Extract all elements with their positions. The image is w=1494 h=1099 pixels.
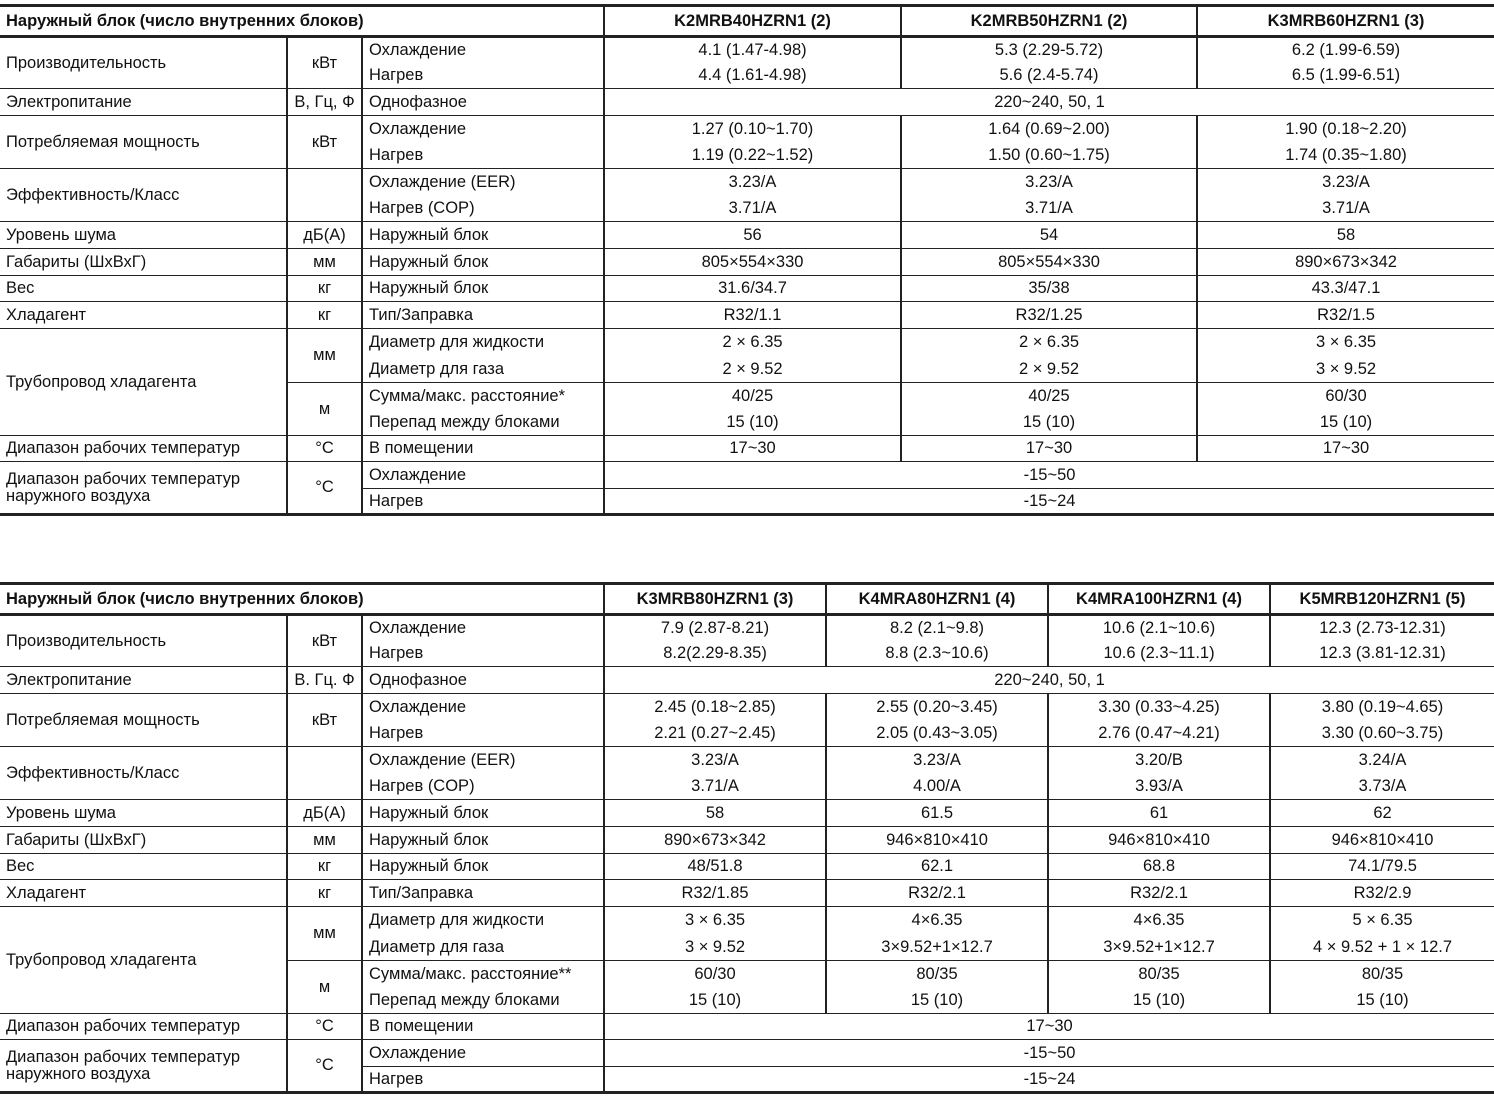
mode-label: Наружный блок [362, 800, 604, 827]
unit-label: кВт [287, 694, 362, 747]
value-cell: -15~50 [604, 462, 1494, 489]
unit-label: °С [287, 1014, 362, 1040]
param-label: Хладагент [0, 302, 287, 329]
mode-label: Наружный блок [362, 222, 604, 249]
value-cell: 48/51.8 [604, 854, 826, 880]
value-cell: -15~50 [604, 1040, 1494, 1067]
spec-table-2 [0, 582, 1494, 1094]
mode-label: Охлаждение (EER) [362, 747, 604, 774]
value-cell: 2 × 9.52 [901, 356, 1197, 383]
table-row [0, 37, 1494, 63]
value-cell: 3×9.52+1×12.7 [826, 934, 1048, 961]
mode-label: В помещении [362, 1014, 604, 1040]
mode-label: Охлаждение [362, 1040, 604, 1067]
param-label: Потребляемая мощность [0, 694, 287, 747]
header-row [0, 6, 1494, 37]
param-label: Диапазон рабочих температур наружного воздуха [0, 1040, 287, 1093]
table-row [0, 276, 1494, 302]
value-cell: 6.5 (1.99-6.51) [1197, 63, 1494, 89]
param-label: Производительность [0, 37, 287, 89]
value-cell: 58 [604, 800, 826, 827]
param-label: Трубопровод хладагента [0, 907, 287, 1014]
table-row [0, 249, 1494, 276]
table-row [0, 880, 1494, 907]
value-cell: 15 (10) [1197, 409, 1494, 436]
table-row [0, 1040, 1494, 1067]
value-cell: 17~30 [901, 436, 1197, 462]
value-cell: 3 × 6.35 [1197, 329, 1494, 356]
param-label: Потребляемая мощность [0, 116, 287, 169]
value-cell: 4×6.35 [826, 907, 1048, 934]
value-cell: 8.2 (2.1~9.8) [826, 615, 1048, 641]
value-cell: 3.23/A [1197, 169, 1494, 196]
model-name: K4MRA100HZRN1 (4) [1048, 584, 1270, 615]
value-cell: 3.71/A [1197, 196, 1494, 222]
mode-label: Наружный блок [362, 249, 604, 276]
value-cell: 8.8 (2.3~10.6) [826, 641, 1048, 667]
value-cell: 15 (10) [604, 987, 826, 1014]
param-label: Трубопровод хладагента [0, 329, 287, 436]
mode-label: Охлаждение (EER) [362, 169, 604, 196]
value-cell: 805×554×330 [901, 249, 1197, 276]
value-cell: 35/38 [901, 276, 1197, 302]
table-row [0, 169, 1494, 196]
table-row [0, 747, 1494, 774]
value-cell: 61.5 [826, 800, 1048, 827]
param-label: Уровень шума [0, 800, 287, 827]
value-cell: 31.6/34.7 [604, 276, 901, 302]
table-row [0, 854, 1494, 880]
unit-label [287, 169, 362, 222]
value-cell: 3.71/A [604, 774, 826, 800]
value-cell: 2.55 (0.20~3.45) [826, 694, 1048, 721]
mode-label: Нагрев [362, 721, 604, 747]
unit-label: кг [287, 302, 362, 329]
mode-label: Перепад между блоками [362, 409, 604, 436]
value-cell: 946×810×410 [1270, 827, 1494, 854]
unit-label: мм [287, 249, 362, 276]
value-cell: 12.3 (2.73-12.31) [1270, 615, 1494, 641]
value-cell: -15~24 [604, 1067, 1494, 1093]
table-row [0, 116, 1494, 143]
value-cell: 946×810×410 [826, 827, 1048, 854]
param-label: Электропитание [0, 667, 287, 694]
value-cell: 10.6 (2.1~10.6) [1048, 615, 1270, 641]
mode-label: Нагрев [362, 1067, 604, 1093]
unit-label: дБ(А) [287, 800, 362, 827]
value-cell: 4.1 (1.47-4.98) [698, 41, 807, 60]
value-cell: 17~30 [604, 1014, 1494, 1040]
unit-label: кг [287, 880, 362, 907]
value-cell: 2 × 9.52 [604, 356, 901, 383]
value-cell: 5.6 (2.4-5.74) [901, 63, 1197, 89]
table-row [0, 1014, 1494, 1040]
header-title: Наружный блок (число внутренних блоков) [0, 6, 604, 37]
unit-label: мм [287, 827, 362, 854]
table-row [0, 462, 1494, 489]
value-cell: 220~240, 50, 1 [604, 667, 1494, 694]
value-cell: 946×810×410 [1048, 827, 1270, 854]
value-cell: 15 (10) [901, 409, 1197, 436]
value-cell: 58 [1197, 222, 1494, 249]
model-name: K4MRA80HZRN1 (4) [826, 584, 1048, 615]
value-cell: 5.3 (2.29-5.72) [901, 37, 1197, 63]
value-cell: R32/1.5 [1197, 302, 1494, 329]
param-label: Производительность [0, 615, 287, 667]
value-cell: 80/35 [1270, 961, 1494, 987]
value-cell: R32/1.25 [901, 302, 1197, 329]
value-cell: 2.45 (0.18~2.85) [654, 698, 776, 717]
mode-label: Сумма/макс. расстояние** [362, 961, 604, 987]
mode-label: В помещении [362, 436, 604, 462]
mode-label: Наружный блок [362, 827, 604, 854]
unit-label: кг [287, 276, 362, 302]
unit-label: кВт [287, 37, 362, 89]
mode-label: Диаметр для газа [362, 356, 604, 383]
value-cell: 3.80 (0.19~4.65) [1270, 694, 1494, 721]
value-cell: 62 [1270, 800, 1494, 827]
value-cell: 2.76 (0.47~4.21) [1048, 721, 1270, 747]
mode-label: Охлаждение [362, 462, 604, 489]
model-name: K2MRB50HZRN1 (2) [901, 6, 1197, 37]
table-row [0, 222, 1494, 249]
value-cell: 10.6 (2.3~11.1) [1048, 641, 1270, 667]
mode-label: Однофазное [362, 667, 604, 694]
value-cell: 40/25 [731, 386, 774, 405]
value-cell: 4×6.35 [1048, 907, 1270, 934]
mode-label: Нагрев (COP) [362, 196, 604, 222]
mode-label: Нагрев [362, 489, 604, 515]
value-cell: R32/1.1 [604, 302, 901, 329]
value-cell: 3 × 9.52 [604, 934, 826, 961]
value-cell: 17~30 [1197, 436, 1494, 462]
value-cell: 15 (10) [1270, 987, 1494, 1014]
unit-label: °С [287, 1040, 362, 1093]
param-label: Эффективность/Класс [0, 747, 287, 800]
mode-label: Охлаждение [362, 615, 604, 641]
header-row [0, 584, 1494, 615]
value-cell: 8.2(2.29-8.35) [604, 641, 826, 667]
mode-label: Однофазное [362, 89, 604, 116]
param-label: Диапазон рабочих температур [0, 436, 287, 462]
value-cell: 40/25 [901, 383, 1197, 409]
mode-label: Нагрев [362, 143, 604, 169]
value-cell: 3.71/A [604, 196, 901, 222]
unit-label: °С [287, 436, 362, 462]
value-cell: 56 [604, 222, 901, 249]
value-cell: 12.3 (3.81-12.31) [1270, 641, 1494, 667]
mode-label: Сумма/макс. расстояние* [362, 383, 604, 409]
value-cell: 15 (10) [604, 409, 901, 436]
header-title: Наружный блок (число внутренних блоков) [0, 584, 604, 615]
value-cell: 1.74 (0.35~1.80) [1197, 143, 1494, 169]
value-cell: R32/2.1 [1048, 880, 1270, 907]
value-cell: 15 (10) [826, 987, 1048, 1014]
mode-label: Диаметр для жидкости [362, 329, 604, 356]
param-label: Диапазон рабочих температур [0, 1014, 287, 1040]
mode-label: Нагрев (COP) [362, 774, 604, 800]
mode-label: Охлаждение [362, 116, 604, 143]
unit-label: м [287, 961, 362, 1014]
model-name: K3MRB60HZRN1 (3) [1197, 6, 1494, 37]
value-cell: 80/35 [826, 961, 1048, 987]
mode-label: Тип/Заправка [362, 302, 604, 329]
model-name: K5MRB120HZRN1 (5) [1270, 584, 1494, 615]
value-cell: 3.23/A [691, 751, 739, 770]
mode-label: Наружный блок [362, 854, 604, 880]
table-row [0, 827, 1494, 854]
value-cell: 3.23/A [728, 173, 777, 192]
value-cell: 61 [1048, 800, 1270, 827]
spec-table-1 [0, 4, 1494, 516]
mode-label: Диаметр для жидкости [362, 907, 604, 934]
param-label: Хладагент [0, 880, 287, 907]
mode-label: Тип/Заправка [362, 880, 604, 907]
param-label: Габариты (ШхВхГ) [0, 249, 287, 276]
value-cell: 3 × 9.52 [1197, 356, 1494, 383]
table-row [0, 800, 1494, 827]
value-cell: 3.93/A [1048, 774, 1270, 800]
value-cell: 1.64 (0.69~2.00) [901, 116, 1197, 143]
value-cell: 3.20/B [1048, 747, 1270, 774]
mode-label: Нагрев [362, 641, 604, 667]
model-name: K2MRB40HZRN1 (2) [604, 6, 901, 37]
value-cell: 3.30 (0.33~4.25) [1048, 694, 1270, 721]
value-cell: 805×554×330 [604, 249, 901, 276]
table-row [0, 329, 1494, 356]
unit-label: дБ(А) [287, 222, 362, 249]
mode-label: Нагрев [362, 63, 604, 89]
unit-label: мм [287, 329, 362, 383]
value-cell: 43.3/47.1 [1197, 276, 1494, 302]
value-cell: R32/1.85 [604, 880, 826, 907]
value-cell: 3.23/A [826, 747, 1048, 774]
param-label: Электропитание [0, 89, 287, 116]
value-cell: 2.21 (0.27~2.45) [604, 721, 826, 747]
value-cell: 5 × 6.35 [1270, 907, 1494, 934]
model-name: K3MRB80HZRN1 (3) [604, 584, 826, 615]
param-label: Эффективность/Класс [0, 169, 287, 222]
unit-label: кВт [287, 116, 362, 169]
unit-label: °С [287, 462, 362, 515]
param-label: Вес [0, 276, 287, 302]
value-cell: 6.2 (1.99-6.59) [1197, 37, 1494, 63]
table-row [0, 89, 1494, 116]
value-cell: 60/30 [1197, 383, 1494, 409]
value-cell: 80/35 [1048, 961, 1270, 987]
value-cell: 3×9.52+1×12.7 [1048, 934, 1270, 961]
value-cell: 3.23/A [901, 169, 1197, 196]
value-cell: 4.00/A [826, 774, 1048, 800]
value-cell: 890×673×342 [1197, 249, 1494, 276]
value-cell: 1.90 (0.18~2.20) [1197, 116, 1494, 143]
value-cell: 60/30 [694, 964, 736, 983]
value-cell: R32/2.1 [826, 880, 1048, 907]
mode-label: Охлаждение [362, 37, 604, 63]
table-row [0, 615, 1494, 641]
table-row [0, 667, 1494, 694]
mode-label: Охлаждение [362, 694, 604, 721]
table-row [0, 302, 1494, 329]
value-cell: 17~30 [604, 436, 901, 462]
value-cell: 4.4 (1.61-4.98) [604, 63, 901, 89]
value-cell: 3.71/A [901, 196, 1197, 222]
unit-label: кг [287, 854, 362, 880]
value-cell: 2 × 6.35 [901, 329, 1197, 356]
table-row [0, 694, 1494, 721]
value-cell: 3 × 6.35 [684, 911, 746, 930]
mode-label: Диаметр для газа [362, 934, 604, 961]
value-cell: 3.30 (0.60~3.75) [1270, 721, 1494, 747]
param-label: Вес [0, 854, 287, 880]
value-cell: 15 (10) [1048, 987, 1270, 1014]
param-label: Габариты (ШхВхГ) [0, 827, 287, 854]
value-cell: 68.8 [1048, 854, 1270, 880]
value-cell: 4 × 9.52 + 1 × 12.7 [1270, 934, 1494, 961]
value-cell: -15~24 [604, 489, 1494, 515]
mode-label: Наружный блок [362, 276, 604, 302]
param-label: Уровень шума [0, 222, 287, 249]
unit-label: кВт [287, 615, 362, 667]
param-label: Диапазон рабочих температур наружного воздуха [0, 462, 287, 515]
value-cell: 2 × 6.35 [722, 333, 783, 352]
value-cell: 3.24/A [1270, 747, 1494, 774]
value-cell: 1.50 (0.60~1.75) [901, 143, 1197, 169]
value-cell: 3.73/A [1270, 774, 1494, 800]
table-row [0, 907, 1494, 934]
unit-label: мм [287, 907, 362, 961]
unit-label: В, Гц, Ф [287, 89, 362, 116]
value-cell: 2.05 (0.43~3.05) [826, 721, 1048, 747]
value-cell: 1.19 (0.22~1.52) [604, 143, 901, 169]
value-cell: 74.1/79.5 [1270, 854, 1494, 880]
unit-label [287, 747, 362, 800]
value-cell: 1.27 (0.10~1.70) [691, 120, 814, 139]
value-cell: R32/2.9 [1270, 880, 1494, 907]
unit-label: В. Гц. Ф [287, 667, 362, 694]
value-cell: 220~240, 50, 1 [604, 89, 1494, 116]
value-cell: 62.1 [826, 854, 1048, 880]
table-row [0, 436, 1494, 462]
unit-label: м [287, 383, 362, 436]
value-cell: 890×673×342 [604, 827, 826, 854]
value-cell: 7.9 (2.87-8.21) [660, 619, 770, 638]
mode-label: Перепад между блоками [362, 987, 604, 1014]
value-cell: 54 [901, 222, 1197, 249]
